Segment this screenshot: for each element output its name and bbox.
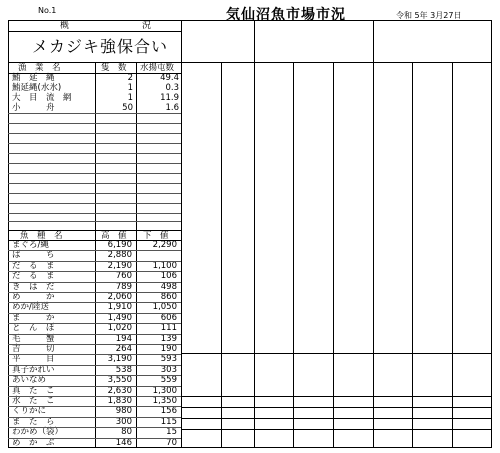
- price-row-low: 1,300: [152, 385, 177, 396]
- price-row-species: だ る ま: [12, 260, 55, 271]
- price-row-low: 593: [160, 354, 177, 365]
- landings-header-tons: 水揚屯数: [140, 63, 175, 73]
- price-row-high: 1,910: [107, 302, 132, 313]
- price-row-species: めか/陸送: [12, 302, 49, 313]
- prices-header-high: 高 値: [101, 231, 127, 241]
- right-section-divider: [181, 353, 492, 354]
- landings-row-tons: 11.9: [160, 93, 179, 103]
- price-row-species: あいなめ: [12, 375, 47, 386]
- row-line: [8, 123, 181, 124]
- row-line: [8, 365, 181, 366]
- row-line: [8, 193, 181, 194]
- row-line: [8, 344, 181, 345]
- row-line: [8, 302, 181, 303]
- row-line: [8, 323, 181, 324]
- row-line: [8, 143, 181, 144]
- row-line: [8, 313, 181, 314]
- price-row-low: 156: [160, 406, 177, 417]
- row-line: [8, 221, 181, 222]
- price-row-low: 106: [160, 271, 177, 282]
- price-row-species: ま た ら: [12, 416, 55, 427]
- price-row-species: き は だ: [12, 281, 55, 292]
- report-date: 令和 5年 3月27日: [396, 11, 462, 20]
- price-row-low: 606: [160, 312, 177, 323]
- price-row-high: 760: [115, 271, 132, 282]
- landings-header-fishery: 漁 業 名: [18, 63, 61, 73]
- price-row-high: 538: [115, 364, 132, 375]
- price-row-low: 115: [160, 416, 177, 427]
- price-row-low: 15: [166, 427, 177, 438]
- left-section-divider: [181, 20, 182, 448]
- condition-label-right: 況: [142, 21, 152, 31]
- row-line: [8, 271, 181, 272]
- landings-row-name: 鮪延縄(水氷): [12, 83, 62, 93]
- row-line: [8, 386, 181, 387]
- price-row-high: 1,830: [107, 396, 132, 406]
- row-line: [8, 213, 181, 214]
- price-row-high: 3,190: [107, 354, 132, 365]
- row-line: [8, 396, 181, 397]
- page-title: 気仙沼魚市場市況: [226, 7, 346, 23]
- landings-row-name: 鮪 延 縄: [12, 73, 55, 83]
- market-report-table: [8, 20, 492, 448]
- landings-row-count: 1: [127, 83, 133, 93]
- row-line: [8, 417, 181, 418]
- landings-header-vessels: 隻 数: [101, 63, 127, 73]
- market-condition-text: メカジキ強保合い: [32, 37, 169, 56]
- price-row-high: 1,490: [107, 312, 132, 323]
- row-line: [8, 406, 181, 407]
- price-row-species: ま か: [12, 312, 55, 323]
- row-line: [8, 354, 181, 355]
- price-row-high: 2,060: [107, 292, 132, 302]
- price-row-species: くりかに: [12, 406, 47, 417]
- price-row-high: 1,020: [107, 323, 132, 334]
- row-line: [8, 153, 181, 154]
- condition-header-line: [8, 31, 181, 32]
- price-row-low: 1,350: [152, 396, 177, 406]
- price-row-low: 1,050: [152, 302, 177, 313]
- landings-row-name: 大 目 流 網: [12, 93, 72, 103]
- price-row-species: ば ち: [12, 250, 55, 261]
- price-row-species: と ん ぼ: [12, 323, 55, 334]
- price-row-high: 6,190: [107, 240, 132, 250]
- grid-line: [221, 62, 222, 448]
- price-row-high: 980: [115, 406, 132, 417]
- price-row-high: 300: [115, 416, 132, 427]
- price-row-species: 吉 切: [12, 344, 55, 354]
- price-row-low: 498: [160, 281, 177, 292]
- row-line: [8, 250, 181, 251]
- price-row-species: 水 た こ: [12, 396, 55, 406]
- landings-row-count: 50: [122, 103, 133, 113]
- price-row-low: 2,290: [152, 240, 177, 250]
- grid-line: [181, 418, 492, 419]
- price-row-high: 264: [115, 344, 132, 354]
- landings-row-tons: 49.4: [160, 73, 179, 83]
- price-row-low: 139: [160, 333, 177, 344]
- grid-line: [181, 407, 492, 408]
- prices-header-low: 下 値: [143, 231, 169, 241]
- grid-line: [293, 62, 294, 448]
- right-section-divider: [181, 396, 492, 397]
- grid-line: [181, 429, 492, 430]
- price-row-high: 194: [115, 333, 132, 344]
- row-line: [8, 133, 181, 134]
- landings-row-tons: 1.6: [165, 103, 179, 113]
- price-row-species: 真子かれい: [12, 364, 55, 375]
- column-divider: [254, 20, 255, 448]
- price-row-species: め か ぶ: [12, 437, 55, 448]
- grid-line: [452, 62, 453, 448]
- row-line: [8, 261, 181, 262]
- price-row-low: 111: [160, 323, 177, 334]
- sheet-number: No.1: [38, 6, 57, 15]
- landings-row-count: 1: [127, 93, 133, 103]
- price-row-high: 2,190: [107, 260, 132, 271]
- price-row-low: 303: [160, 364, 177, 375]
- price-row-low: 190: [160, 344, 177, 354]
- landings-row-tons: 0.3: [165, 83, 179, 93]
- prices-header-species: 魚 種 名: [20, 231, 63, 241]
- price-row-high: 2,880: [107, 250, 132, 261]
- row-line: [8, 173, 181, 174]
- price-row-high: 146: [115, 437, 132, 448]
- right-header-divider: [181, 62, 492, 63]
- row-line: [8, 427, 181, 428]
- row-line: [8, 203, 181, 204]
- row-line: [8, 292, 181, 293]
- price-row-high: 2,630: [107, 385, 132, 396]
- condition-label-left: 概: [60, 21, 70, 31]
- price-row-species: 真 た こ: [12, 385, 55, 396]
- price-row-low: 70: [166, 437, 177, 448]
- price-row-low: 860: [160, 292, 177, 302]
- price-row-low: 559: [160, 375, 177, 386]
- column-divider: [373, 20, 374, 448]
- price-row-high: 3,550: [107, 375, 132, 386]
- price-row-high: 80: [121, 427, 132, 438]
- row-line: [8, 163, 181, 164]
- landings-row-count: 2: [127, 73, 133, 83]
- price-row-species: め か: [12, 292, 55, 302]
- price-row-species: 平 目: [12, 354, 55, 365]
- price-row-species: わかめ（袋）: [12, 427, 64, 438]
- landings-row-name: 小 舟: [12, 103, 55, 113]
- row-line: [8, 282, 181, 283]
- top-border: [8, 20, 492, 21]
- row-line: [8, 334, 181, 335]
- row-line: [8, 113, 181, 114]
- row-line: [8, 375, 181, 376]
- row-line: [8, 438, 181, 439]
- grid-line: [333, 62, 334, 448]
- price-row-species: まぐろ/縄: [12, 240, 49, 250]
- price-row-high: 789: [115, 281, 132, 292]
- price-row-low: 1,100: [152, 260, 177, 271]
- row-line: [8, 183, 181, 184]
- grid-line: [412, 62, 413, 448]
- price-row-species: だ る ま: [12, 271, 55, 282]
- price-row-species: 毛 蟹: [12, 333, 55, 344]
